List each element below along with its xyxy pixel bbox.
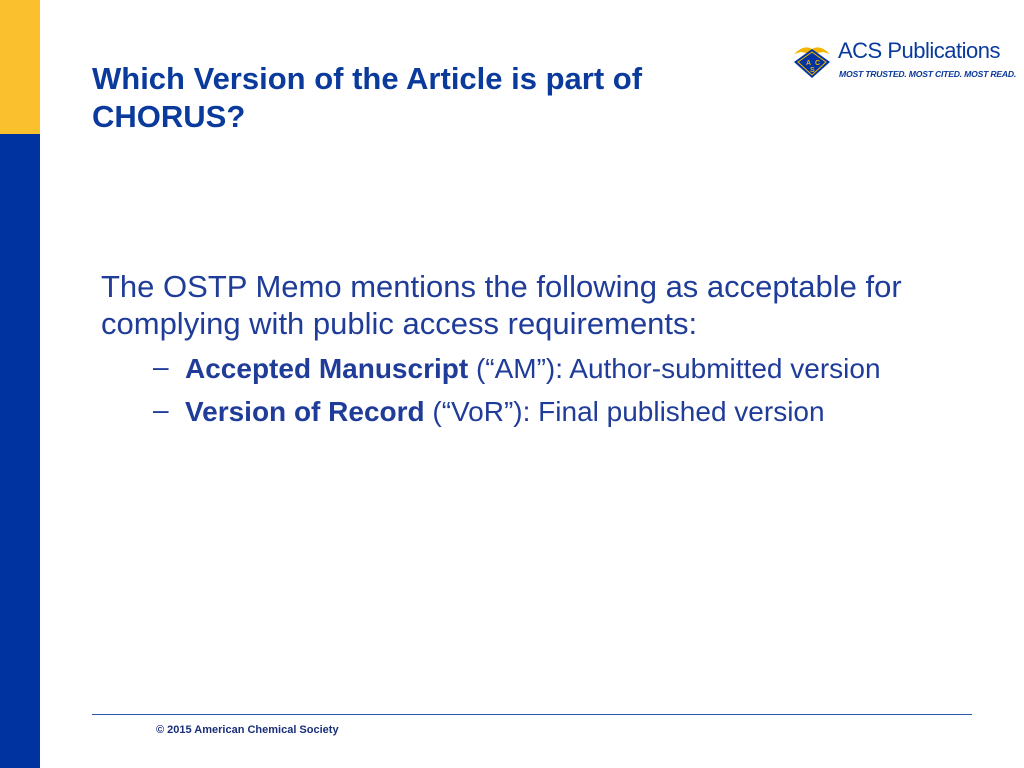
bullet-list — [101, 352, 981, 429]
emblem-letter-a: A — [806, 60, 812, 67]
emblem-letter-c: C — [815, 60, 821, 67]
acs-emblem-icon — [790, 40, 834, 80]
footer-copyright: © 2015 American Chemical Society — [156, 724, 339, 736]
bullet-description: (“AM”): Author-submitted version — [468, 353, 881, 384]
slide-title: Which Version of the Article is part of CHORUS? — [92, 61, 643, 134]
accent-bar-blue — [0, 134, 40, 768]
bullet-description: (“VoR”): Final published version — [424, 396, 825, 427]
logo-tagline: MOST TRUSTED. MOST CITED. MOST READ. — [839, 69, 1017, 79]
bullet-version-of-record — [101, 395, 981, 429]
emblem-letter-s: S — [810, 67, 815, 74]
dash-marker: – — [153, 394, 169, 425]
intro-text: The OSTP Memo mentions the following as acceptable for complying with public access requirements: — [101, 269, 902, 341]
dash-marker: – — [153, 351, 169, 382]
accent-bar-yellow — [0, 0, 40, 134]
logo-name: ACS Publications — [838, 38, 1000, 63]
slide-body — [101, 268, 981, 438]
bullet-term: Version of Record — [185, 396, 425, 427]
footer-divider — [92, 714, 972, 715]
bullet-accepted-manuscript — [101, 352, 981, 386]
acs-logo — [790, 38, 1017, 88]
bullet-term: Accepted Manuscript — [185, 353, 469, 384]
